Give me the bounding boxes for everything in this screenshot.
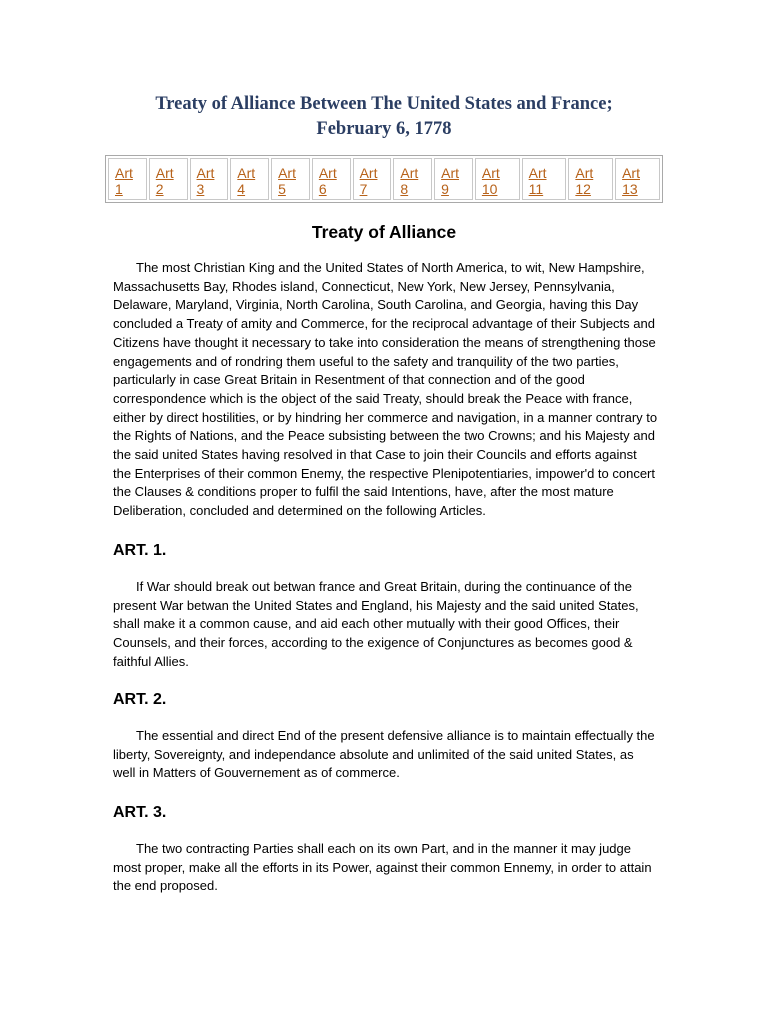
nav-cell	[615, 158, 660, 200]
nav-link-art-12[interactable]: Art 12	[575, 165, 594, 197]
nav-link-art-7[interactable]: Art 7	[359, 165, 378, 197]
nav-link-art-10[interactable]: Art 10	[481, 165, 500, 197]
nav-cell	[568, 158, 613, 200]
nav-cell	[353, 158, 392, 200]
nav-cell	[149, 158, 188, 200]
article-1-heading: ART. 1.	[113, 542, 167, 559]
article-2-text: The essential and direct End of the present defensive alliance is to maintain effectually the liberty, Sovereignty, and independance absolute and unlimited of the said united States, as well in Matters of Gouvernement as of commerce.	[113, 728, 655, 781]
nav-link-art-2[interactable]: Art 2	[155, 165, 174, 197]
nav-link-art-9[interactable]: Art 9	[441, 165, 460, 197]
nav-link-art-4[interactable]: Art 4	[237, 165, 256, 197]
nav-cell	[312, 158, 351, 200]
document-title-line-2: February 6, 1778	[316, 119, 452, 139]
nav-link-art-8[interactable]: Art 8	[400, 165, 419, 197]
nav-link-art-1[interactable]: Art 1	[115, 165, 133, 197]
nav-link-art-11[interactable]: Art 11	[528, 165, 547, 197]
nav-link-art-5[interactable]: Art 5	[278, 165, 296, 197]
article-2-heading: ART. 2.	[113, 691, 167, 708]
document-title	[0, 92, 768, 142]
nav-cell	[475, 158, 520, 200]
nav-link-art-3[interactable]: Art 3	[196, 165, 215, 197]
nav-cell	[393, 158, 432, 200]
nav-cell	[190, 158, 229, 200]
nav-cell	[434, 158, 473, 200]
article-1-text: If War should break out betwan france and Great Britain, during the continuance of the present War betwan the United States and England, his Majesty and the said united States, shall make it a common cause, and aid each other mutually with their good Offices, their Counsels, and their forces, according to the exigence of Conjunctures as becomes good & faithful Allies.	[113, 579, 639, 669]
nav-link-art-6[interactable]: Art 6	[318, 165, 337, 197]
nav-cell	[522, 158, 567, 200]
document-title-line-1: Treaty of Alliance Between The United States and France;	[155, 94, 613, 114]
article-3-heading: ART. 3.	[113, 804, 167, 821]
nav-link-art-13[interactable]: Art 13	[622, 165, 640, 197]
nav-cell	[230, 158, 269, 200]
article-navigation-table	[105, 155, 663, 203]
preamble-paragraph: The most Christian King and the United States of North America, to wit, New Hampshire, Massachusetts Bay, Rhodes island, Connecticut, New York, New Jersey, Pennsylvania, Delaware, Maryland, Virginia, North Carolina, South Carolina, and Georgia, having this Day concluded a Treaty of amity and Commerce, for the reciprocal advantage of their Subjects and Citizens have thought it necessary to take into consideration the means of strengthening those engagements and of rondring them useful to the safety and tranquility of the two parties, particularly in case Great Britain in Resentment of that connection and of the good correspondence which is the object of the said Treaty, should break the Peace with france, either by direct hostilities, or by hindring her commerce and navigation, in a manner contrary to the Rights of Nations, and the Peace subsisting between the two Crowns; and his Majesty and the said united States having resolved in that Case to join their Councils and efforts against the Enterprises of their common Enemy, the respective Plenipotentiaries, impower'd to concert the Clauses & conditions proper to fulfil the said Intentions, have, after the most mature Deliberation, concluded and determined on the following Articles.	[113, 260, 658, 519]
nav-cell	[108, 158, 147, 200]
article-3-text: The two contracting Parties shall each on its own Part, and in the manner it may judge most proper, make all the efforts in its Power, against their common Ennemy, in order to attain the end proposed.	[113, 841, 652, 894]
nav-cell	[271, 158, 310, 200]
section-heading: Treaty of Alliance	[311, 222, 457, 242]
